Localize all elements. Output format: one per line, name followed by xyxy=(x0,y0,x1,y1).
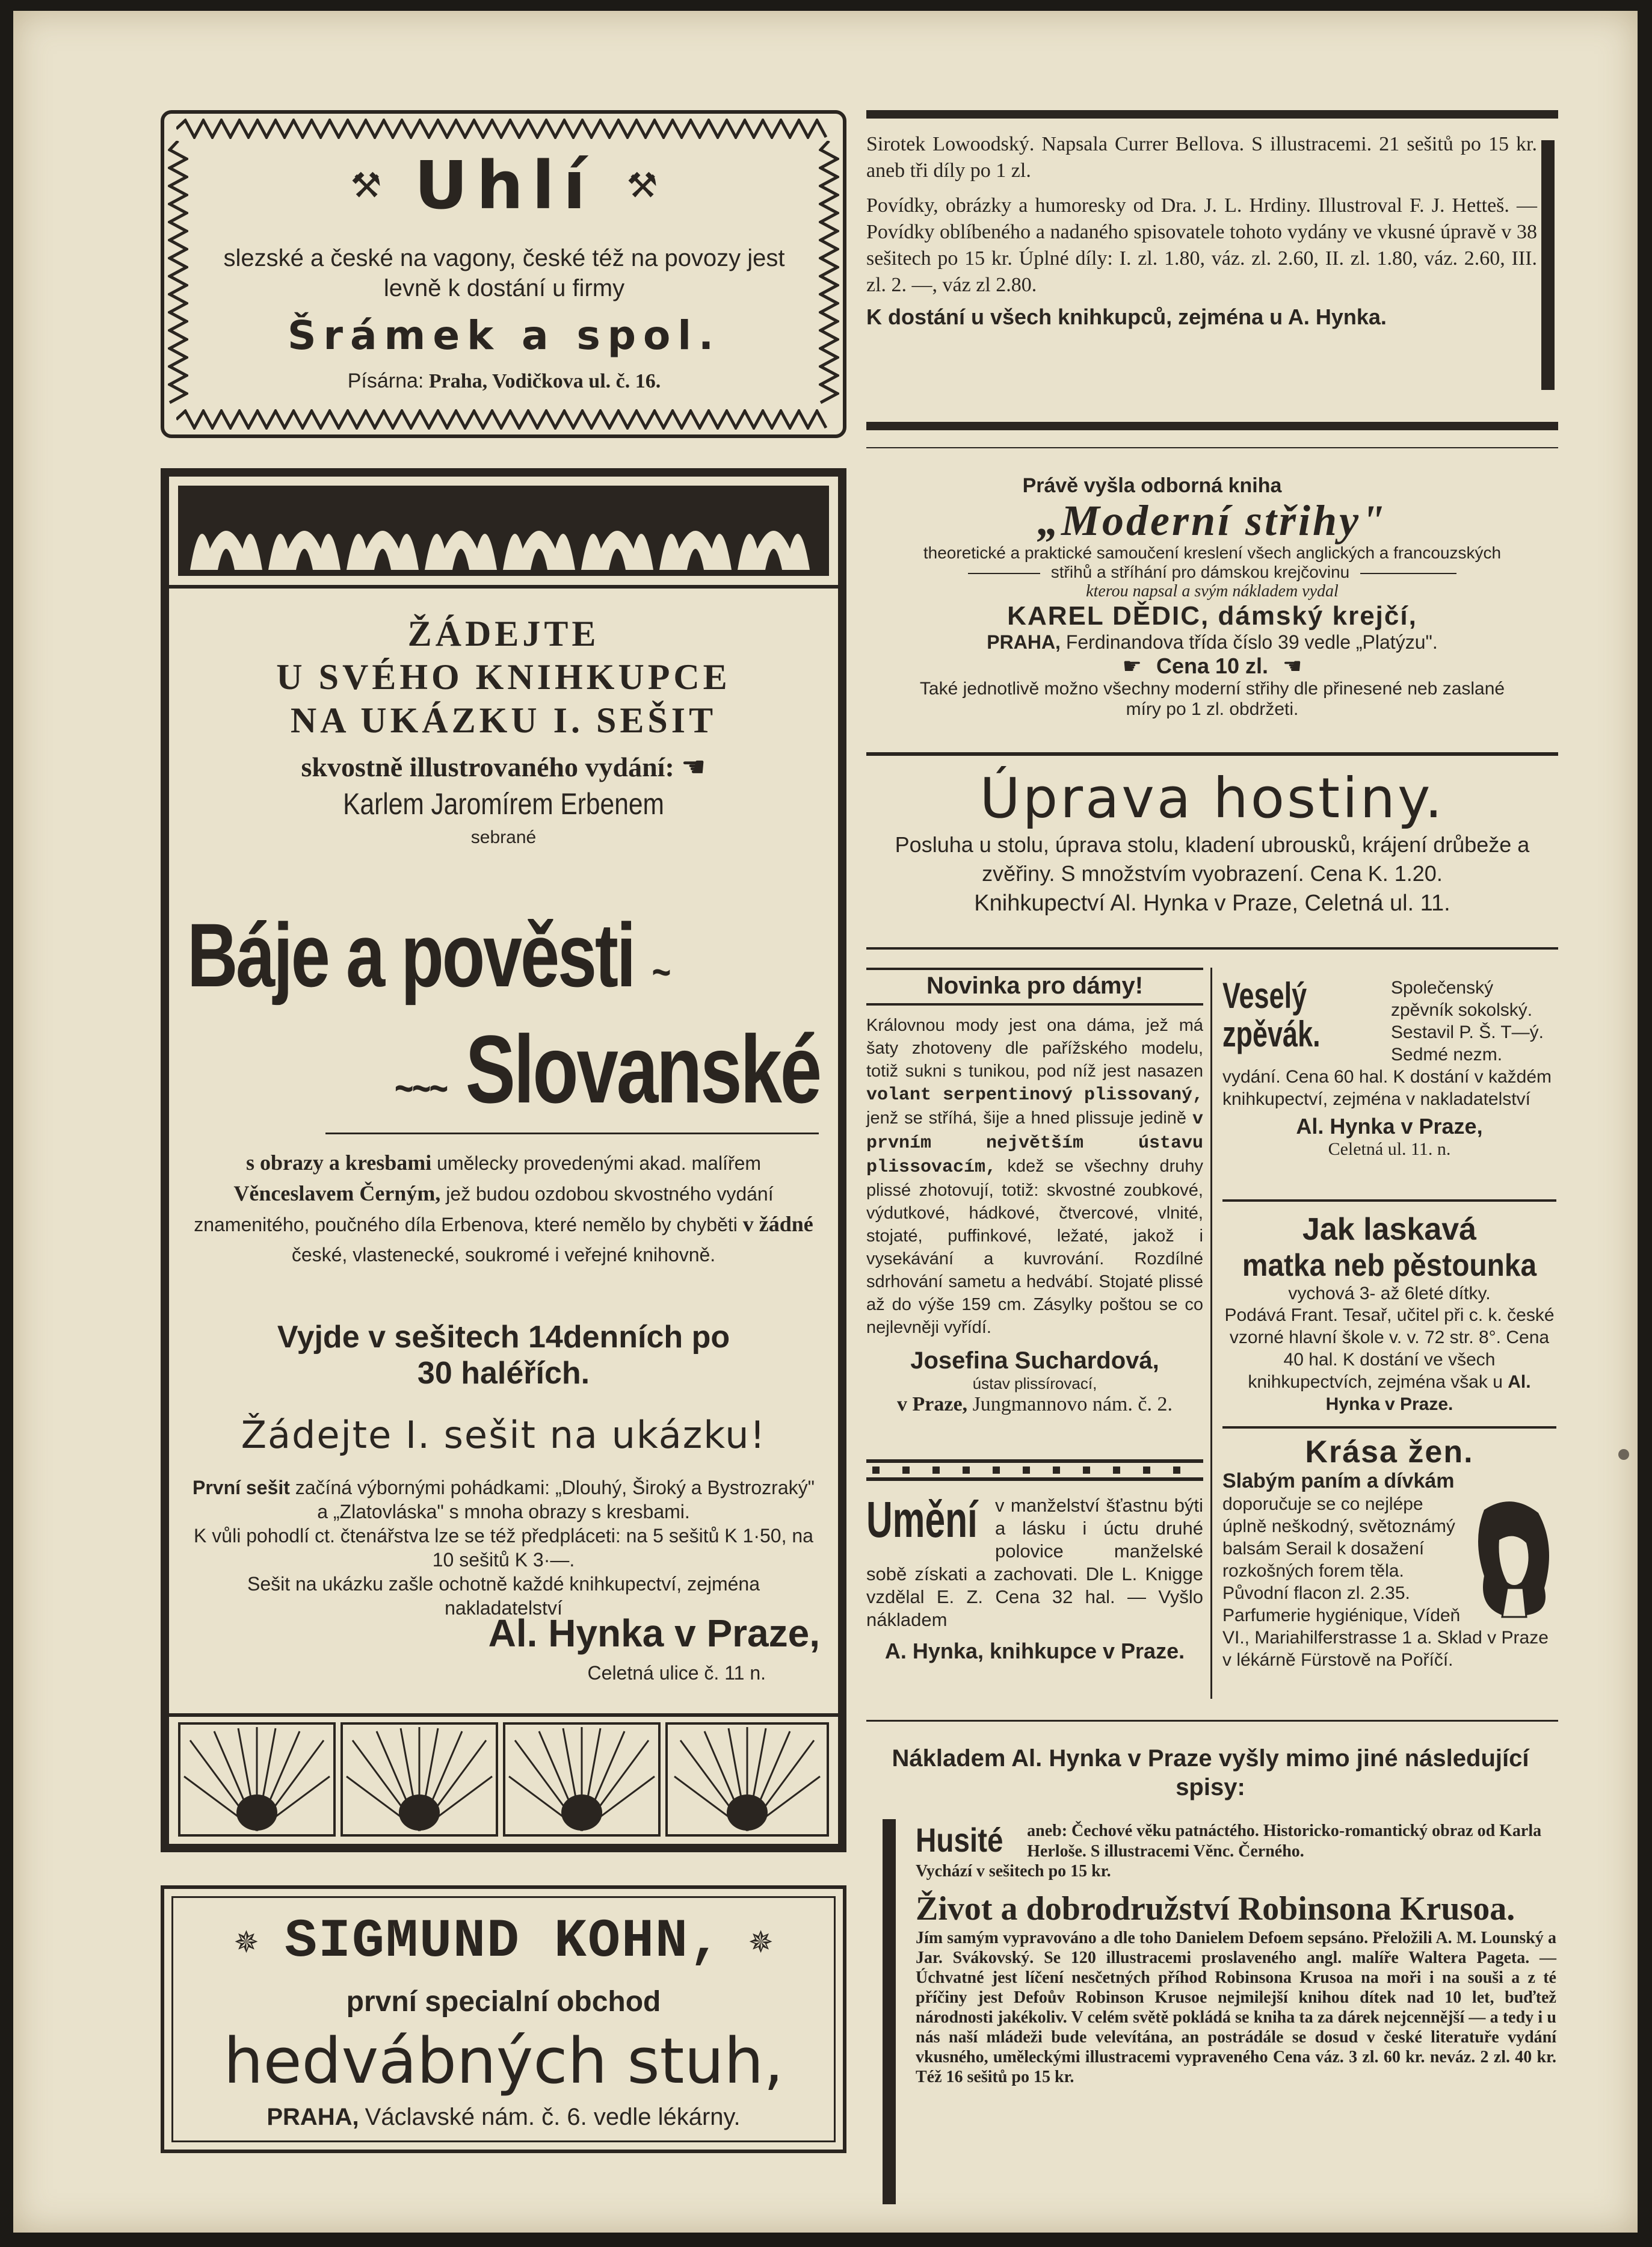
matka-ad xyxy=(1222,1211,1556,1415)
umeni-body: v manželství šťastnu býti a lásku i úctu druhé polovice manželské sobě získati a zachovati. Dle L. Knigge vzdělal E. Z. Cena 32 hal. — Vyšlo nákladem xyxy=(866,1495,1203,1630)
kohn-name: SIGMUND KOHN, xyxy=(284,1911,723,1973)
tilde-ornament: ~ xyxy=(652,948,670,995)
novinka-city: v Praze, xyxy=(897,1393,968,1415)
kohn-city: PRAHA, xyxy=(267,2104,359,2130)
kohn-goods: hedvábných stuh, xyxy=(223,2024,784,2098)
novinka-ad xyxy=(866,972,1203,1416)
baje-first: začíná výbornými pohádkami: „Dlouhý, Široký a Bystrozraký" a „Zlatovláska" s mnoha obrazy s kresbami. xyxy=(295,1477,815,1522)
sirotek-bottom-rule xyxy=(866,422,1558,430)
striky-city: PRAHA, xyxy=(987,631,1061,653)
striky-intro: Právě vyšla odborná kniha xyxy=(1022,474,1282,497)
striky-line3: kterou napsal a svým nákladem vydal xyxy=(1086,582,1339,601)
krasa-ad xyxy=(1222,1434,1556,1671)
baje-title-2: Slovanské xyxy=(465,1015,820,1123)
sirotek-footer: K dostání u všech knihkupců, zejména u A. Hynka. xyxy=(866,304,1387,329)
newspaper-page xyxy=(13,11,1638,2233)
novinka-bold-1: volant serpentinový plissovaný, xyxy=(866,1085,1203,1105)
robinson-title: Život a dobrodružství Robinsona Krusoa. xyxy=(916,1890,1515,1927)
uhli-ad xyxy=(161,110,846,438)
zigzag-border-top xyxy=(176,119,832,139)
baje-first-bold: První sešit xyxy=(193,1477,290,1498)
husite-title: Husité xyxy=(916,1821,1003,1859)
divider xyxy=(866,947,1558,950)
baje-desc-bold-1: s obrazy a kresbami xyxy=(245,1151,432,1175)
sirotek-side-bar xyxy=(1541,140,1555,390)
baje-issue-2: 30 haléřích. xyxy=(417,1356,590,1391)
zpevak-ad xyxy=(1222,977,1556,1160)
matka-pub: Al. Hynka v Praze. xyxy=(1325,1372,1531,1414)
naklad-list xyxy=(916,1821,1556,2087)
novinka-title: Novinka pro dámy! xyxy=(866,972,1203,1006)
zpevak-pub: Al. Hynka v Praze, xyxy=(1296,1114,1483,1139)
krasa-title: Krása žen. xyxy=(1305,1435,1474,1470)
baje-request-1: ŽÁDEJTE xyxy=(407,614,600,654)
striky-address: Ferdinandova třída číslo 39 vedle „Platýzu". xyxy=(1065,631,1438,653)
novinka-text-1: Královnou mody jest ona dáma, jež má šaty zhotoveny dle pařížského modelu, totiž sukni s tunikou, pod níž jest nasazen xyxy=(866,1016,1203,1081)
zpevak-body: Společenský zpěvník sokolský. Sestavil P. Š. T—ý. Sedmé nezm. vydání. Cena 60 hal. K dostání v každém knihkupectví, zejména v nakladatelství xyxy=(1222,978,1552,1109)
zigzag-border-right xyxy=(819,141,839,406)
hammer-pick-icon-left: ⚒ xyxy=(350,166,382,205)
baje-ad xyxy=(161,468,846,1852)
baje-desc-2: jež budou ozdobou skvostného vydání znamenitého, poučného díla Erbenova, které nemělo by chyběti xyxy=(194,1183,774,1235)
baje-street: Celetná ulice č. 11 n. xyxy=(587,1662,766,1684)
hostiny-title: Úprava hostiny. xyxy=(979,766,1445,830)
tulip-ornament-top xyxy=(178,486,829,576)
novinka-text-3: kdež se všechny druhy plissé zhotovují, totiž: skvostné zoubkové, výdutkové, hádkové, čtvercové, vlnité, stojaté, puffinkové, ležaté, jakož i vysekávání a kuvrování. Rozdílné sdrhování sametu a hedvábí. Stojaté plissé až do výše 159 cm. Zásylky poštou se co nejlevněji vyřídí. xyxy=(866,1157,1204,1337)
baje-sample: Sešit na ukázku zašle ochotně každé knihkupectví, zejména nakladatelství xyxy=(247,1573,760,1619)
feather-ornament-bottom xyxy=(178,1722,829,1837)
star-ornament-icon-right: ✵ xyxy=(748,1925,774,1959)
novinka-addr: Jungmannovo nám. č. 2. xyxy=(972,1393,1173,1415)
hostiny-body: Posluha u stolu, úprava stolu, kladení ubrousků, krájení drůbeže a zvěřiny. S množstvím vyobrazení. Cena K. 1.20. xyxy=(895,832,1530,886)
zpevak-street: Celetná ul. 11. n. xyxy=(1328,1139,1451,1159)
baje-sub: K vůli pohodlí ct. čtenářstva lze se též předpláceti: na 5 sešitů K 1·50, na 10 sešitů K 3·—. xyxy=(194,1525,813,1571)
hammer-pick-icon-right: ⚒ xyxy=(626,166,658,205)
star-ornament-icon-left: ✵ xyxy=(233,1925,259,1959)
striky-line1: theoretické a praktické samoučení kreslení všech anglických a francouzských xyxy=(923,543,1502,562)
kohn-sub: první specialní obchod xyxy=(346,1986,661,2018)
side-dot xyxy=(1618,1449,1629,1460)
kohn-addr: Václavské nám. č. 6. vedle lékárny. xyxy=(365,2104,741,2130)
zigzag-border-bottom xyxy=(176,409,832,430)
matka-title-1: Jak laskavá xyxy=(1302,1212,1477,1247)
baje-request-3: NA UKÁZKU I. SEŠIT xyxy=(290,700,717,740)
uhli-body: slezské a české na vagony, české též na povozy jest levně k dostání u firmy xyxy=(223,245,785,301)
sirotek-top-rule xyxy=(866,110,1558,119)
krasa-bold: Slabým paním a dívkám xyxy=(1222,1470,1455,1492)
uhli-address-label: Písárna: xyxy=(347,369,424,392)
baje-desc-3: české, vlastenecké, soukromé i veřejné knihovně. xyxy=(291,1244,716,1266)
pointing-hand-icon: ☛ xyxy=(681,752,706,782)
baje-issue-1: Vyjde v sešitech 14denních po xyxy=(277,1320,730,1355)
zigzag-border-left xyxy=(168,141,188,406)
pointing-hand-icon-left: ☛ xyxy=(1122,654,1142,678)
divider xyxy=(866,752,1558,756)
novinka-inst: ústav plissírovací, xyxy=(972,1374,1097,1392)
husite-body: aneb: Čechové věku patnáctého. Historicko-romantický obraz od Karla Herloše. S illustracemi Věnc. Černého. xyxy=(1027,1822,1542,1861)
sirotek-ad xyxy=(866,131,1537,414)
krasa-body: doporučuje se co nejlépe úplně neškodný, světoznámý balsám Serail k dosažení rozkošných forem těla. Původní flacon zl. 2.35. Parfumerie hygiénique, Vídeň VI., Mariahilferstrasse 1 a. Sklad v Praze v lékárně Fürstově na Poříčí. xyxy=(1222,1494,1549,1670)
baje-title-1: Báje a pověsti xyxy=(187,904,635,1006)
baje-desc-bold-3: v žádné xyxy=(742,1212,813,1236)
kohn-ad xyxy=(161,1885,846,2153)
dot-ornament-band xyxy=(866,1458,1203,1482)
baje-request-2: U SVÉHO KNIHKUPCE xyxy=(276,657,731,697)
hostiny-footer: Knihkupectví Al. Hynka v Praze, Celetná ul. 11. xyxy=(974,891,1450,916)
striky-line4: Také jednotlivě možno všechny moderní střihy dle přinesené neb zaslané míry po 1 zl. obdržeti. xyxy=(919,679,1505,719)
uhli-title: Uhlí xyxy=(414,147,594,224)
umeni-footer: A. Hynka, knihkupce v Praze. xyxy=(884,1639,1185,1663)
sirotek-line1: Sirotek Lowoodský. Napsala Currer Bellova. S illustracemi. 21 sešitů po 15 kr. aneb tři díly po 1 zl. xyxy=(866,133,1537,182)
sirotek-line2: Povídky, obrázky a humoresky od Dra. J. L. Hrdiny. Illustroval F. J. Hetteš. — Povídky oblíbeného a nadaného spisovatele tohoto vydány ve vkusné úpravě v 38 sešitech po 15 kr. Úplné díly: I. zl. 1.80, váz. zl. 2.60, II. zl. 1.80, váz. 2.60, III. zl. 2. —, váz zl 2.80. xyxy=(866,194,1537,296)
novinka-bold-2: v prvním největším ústavu plissovacím, xyxy=(866,1109,1203,1178)
naklad-title: Nákladem Al. Hynka v Praze vyšly mimo jiné následující spisy: xyxy=(892,1745,1529,1800)
novinka-name: Josefina Suchardová, xyxy=(910,1347,1159,1374)
robinson-body: Jím samým vypravováno a dle toho Danielem Defoem sepsáno. Přeložili A. M. Lounský a Jar. Svákovský. Se 120 illustracemi proslaveného angl. malíře Waltera Pageta. — Úchvatné jest líčení nesčetných příhod Robinsona Krusoa na moři i na souši a z té příčiny jest Defoův Robinson Krusoe nejmilejší knihou dítek nad 10 let, buďtež národnosti jakékoliv. V celém světě pokládá se kniha ta za dárek nejcennější — a tedy i u nás naší mládeži bude velevítána, an postrádále se dosud v české literatuře vydání vkusného, uměleckými illustracemi vypraveného Cena váz. 3 zl. 60 kr. neváz. 2 zl. 40 kr. Též 16 sešitů po 15 kr. xyxy=(916,1929,1556,2086)
novinka-text-2: jenž se stříhá, šije a hned plissuje jedině xyxy=(866,1108,1187,1128)
pointing-hand-icon-right: ☛ xyxy=(1283,654,1302,678)
baje-subtitle: skvostně illustrovaného vydání: xyxy=(301,752,674,782)
striky-price: Cena 10 zl. xyxy=(1156,654,1269,678)
baje-author: Karlem Jaromírem Erbenem xyxy=(343,787,664,821)
striky-title: „Moderní střihy" xyxy=(1037,496,1388,545)
woman-portrait xyxy=(1466,1498,1556,1618)
matka-sub: vychová 3- až 6leté dítky. xyxy=(1288,1284,1491,1303)
hostiny-ad xyxy=(866,766,1558,916)
divider xyxy=(866,447,1558,448)
husite-body-2: Vychází v sešitech po 15 kr. xyxy=(916,1862,1111,1881)
matka-body: Podává Frant. Tesař, učitel při c. k. české vzorné hlavní škole v. v. 72 str. 8°. Cena 40 hal. K dostání ve všech knihkupectvích, zejména však u xyxy=(1224,1305,1555,1392)
uhli-address: Praha, Vodičkova ul. č. 16. xyxy=(428,370,661,392)
baje-call: Žádejte I. sešit na ukázku! xyxy=(241,1413,766,1457)
uhli-firm: Šrámek a spol. xyxy=(287,312,721,359)
zpevak-title: Veselý zpěvák. xyxy=(1222,975,1321,1054)
matka-title-2: matka neb pěstounka xyxy=(1242,1248,1537,1283)
umeni-ad xyxy=(866,1491,1203,1664)
wave-ornament: ~~~ xyxy=(394,1065,447,1111)
baje-desc-1: umělecky provedenými akad. malířem xyxy=(437,1152,762,1174)
baje-publisher: Al. Hynka v Praze, xyxy=(488,1612,820,1655)
striky-ad xyxy=(866,474,1558,720)
baje-desc-bold-2: Věnceslavem Černým, xyxy=(233,1181,441,1205)
umeni-title: Umění xyxy=(866,1491,978,1548)
striky-author: KAREL DĚDIC, dámský krejčí, xyxy=(1007,601,1417,631)
baje-collected: sebrané xyxy=(470,827,537,847)
striky-line2: střihů a stříhání pro dámskou krejčovinu xyxy=(1050,563,1350,581)
